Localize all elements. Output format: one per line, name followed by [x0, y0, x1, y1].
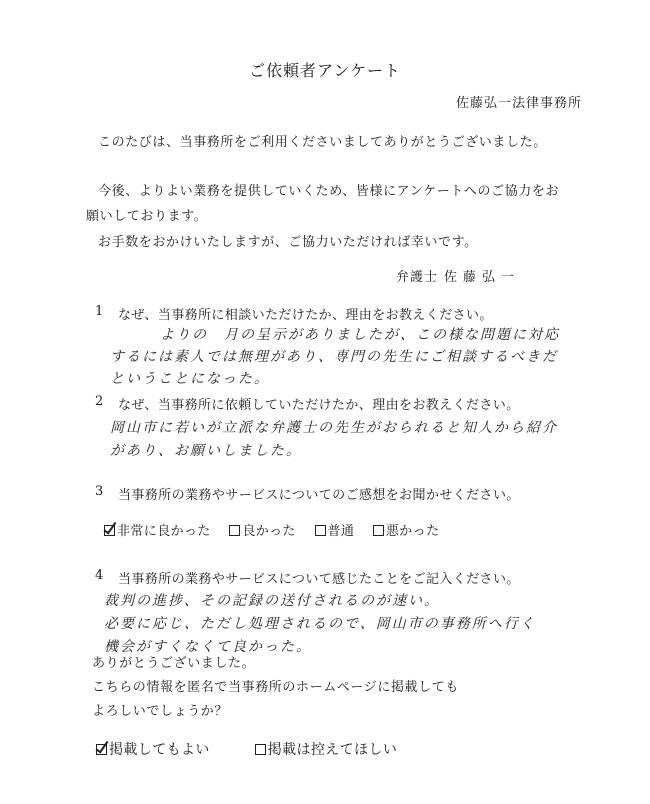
question-1-answer-line-3: ということになった。 — [110, 371, 270, 387]
intro-line-1: このたびは、当事務所をご利用くださいましてありがとうございました。 — [98, 135, 547, 150]
question-1-answer-line-2: するには素人では無理があり、専門の先生にご相談するべきだ — [110, 349, 558, 365]
checkbox-checked-icon[interactable] — [104, 525, 115, 536]
intro-line-4: お手数をおかけいたしますが、ご協力いただければ幸いです。 — [98, 235, 478, 250]
question-1-number: 1 — [95, 304, 104, 319]
question-2-answer-line-2: があり、お願いしました。 — [110, 443, 302, 459]
option-very-good[interactable]: 非常に良かった — [104, 520, 211, 539]
consent-options — [96, 739, 411, 759]
checkbox-icon[interactable] — [373, 525, 384, 536]
option-good[interactable]: 良かった — [229, 520, 296, 539]
checkbox-checked-icon[interactable] — [96, 744, 107, 755]
intro-line-2: 今後、よりよい業務を提供していくため、皆様にアンケートへのご協力をお — [98, 184, 560, 199]
question-3-number: 3 — [95, 484, 104, 499]
intro-line-3: 願いしております。 — [86, 209, 208, 224]
page-title: ご依頼者アンケート — [248, 61, 402, 80]
question-3-text: 当事務所の業務やサービスについてのご感想をお聞かせください。 — [118, 488, 520, 503]
question-2-text: なぜ、当事務所に依頼していただけたか、理由をお教えください。 — [118, 398, 520, 413]
question-1-answer-line-1: よりの 月の呈示がありましたが、この様な問題に対応 — [160, 327, 560, 343]
question-2-number: 2 — [95, 394, 104, 409]
consent-decline[interactable]: 掲載は控えてほしい — [255, 739, 398, 759]
firm-name: 佐藤弘一法律事務所 — [455, 96, 582, 111]
question-4-text: 当事務所の業務やサービスについて感じたことをご記入ください。 — [118, 572, 520, 587]
question-4-answer-line-2: 必要に応じ、ただし処理されるので、岡山市の事務所へ行く — [104, 616, 536, 632]
closing-line-3: よろしいでしょうか？ — [92, 704, 229, 719]
question-3-options — [104, 520, 453, 539]
checkbox-icon[interactable] — [255, 744, 266, 755]
checkbox-icon[interactable] — [229, 525, 240, 536]
consent-allow[interactable]: 掲載してもよい — [96, 739, 210, 759]
signer — [396, 266, 520, 285]
question-4-answer-line-3: 機会がすくなくて良かった。 — [104, 639, 312, 655]
question-4-number: 4 — [95, 568, 104, 583]
question-2-answer-line-1: 岡山市に若いが立派な弁護士の先生がおられると知人から紹介 — [110, 420, 558, 436]
option-bad[interactable]: 悪かった — [373, 520, 440, 539]
signer-name: 佐藤弘一 — [444, 270, 521, 285]
signer-role: 弁護士 — [396, 270, 439, 285]
checkbox-icon[interactable] — [315, 525, 326, 536]
option-average[interactable]: 普通 — [315, 520, 355, 539]
question-4-answer-line-1: 裁判の進捗、その記録の送付されるのが速い。 — [104, 593, 440, 609]
question-1-text: なぜ、当事務所に相談いただけたか、理由をお教えください。 — [118, 308, 493, 323]
closing-line-1: ありがとうございました。 — [92, 656, 256, 671]
closing-line-2: こちらの情報を匿名で当事務所のホームページに掲載しても — [92, 680, 459, 695]
